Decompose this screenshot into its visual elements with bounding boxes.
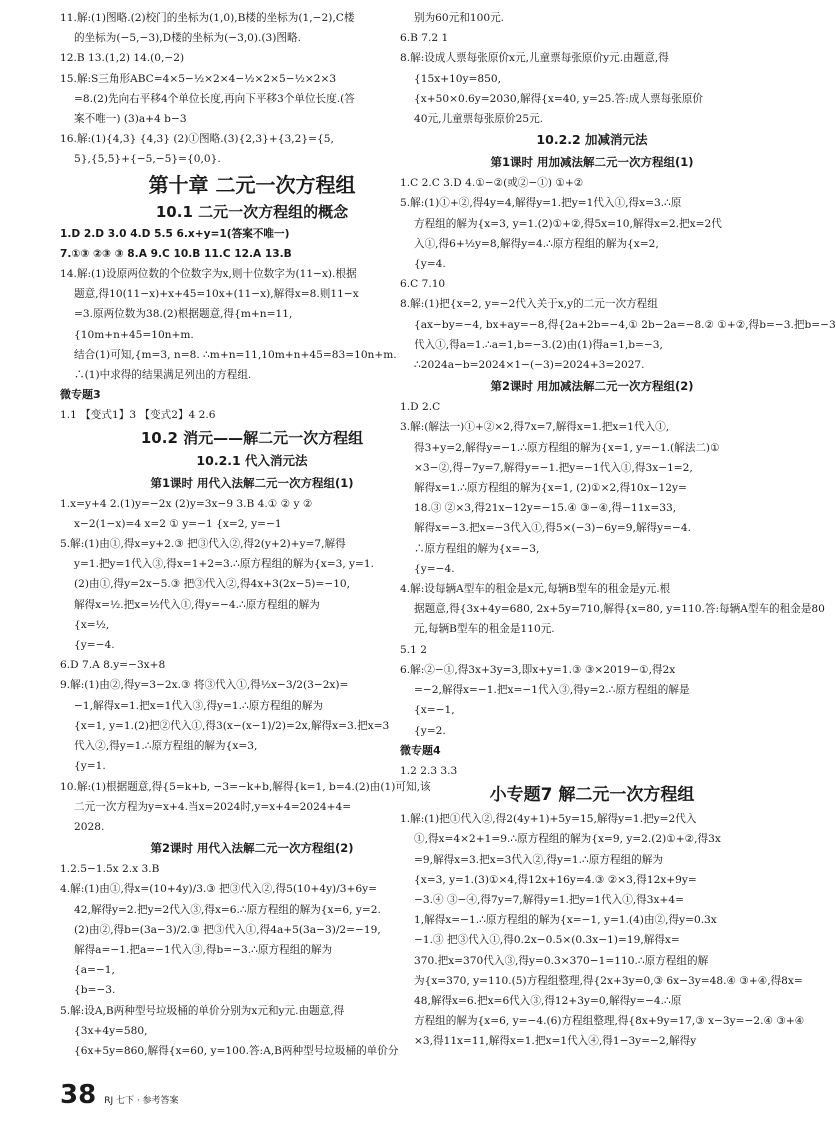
answer-line: 代入②,得y=1.∴原方程组的解为{x=3, (74, 740, 258, 753)
answer-line: 元,每辆B型车的租金是110元. (414, 623, 555, 636)
answer-line: 二元一次方程为y=x+4.当x=2024时,y=x+4=2024+4= (74, 800, 352, 813)
answer-line: {6x+5y=860,解得{x=60, y=100.答:A,B两种型号垃圾桶的单价分 (74, 1044, 399, 1057)
left-column (60, 8, 444, 1061)
answer-line: 3.解:(解法一)①+②×2,得7x=7,解得x=1.把x=1代入①, (400, 421, 670, 434)
page-footer (60, 1076, 179, 1110)
answer-line: =8.(2)先向右平移4个单位长度,再向下平移3个单位长度.(答 (74, 92, 355, 105)
answer-line: 方程组的解为{x=3, y=1.(2)①+②,得5x=10,解得x=2.把x=2代 (414, 217, 722, 230)
answer-line: 16.解:(1){4,3} {4,3} (2)①图略.(3){2,3}+{3,2}={5, (60, 133, 334, 146)
answer-line: {x=½, (74, 618, 110, 631)
answer-line: 42,解得y=2.把y=2代入③,得x=6.∴原方程组的解为{x=6, y=2. (74, 903, 381, 916)
answer-line: 题意,得10(11−x)+x+45=10x+(11−x),解得x=8.则11−x (74, 288, 359, 301)
answer-line: 代入①,得a=1.∴a=1,b=−3.(2)由(1)得a=1,b=−3, (414, 338, 663, 351)
answer-line: 40元,儿童票每张原价25元. (414, 113, 544, 126)
footer-note: RJ 七下 · 参考答案 (104, 1096, 179, 1106)
answer-line: 别为60元和100元. (414, 12, 505, 24)
page-number: 38 (60, 1080, 97, 1110)
answer-line: {x=−1, (414, 704, 455, 717)
answer-line: x−2(1−x)=4 x=2 ① y=−1 {x=2, y=−1 (74, 517, 282, 530)
answer-line: 1.解:(1)把①代入②,得2(4y+1)+5y=15,解得y=1.把y=2代入 (400, 813, 697, 826)
answer-line: 解得x=1.∴原方程组的解为{x=1, (2)①×2,得10x−12y= (414, 482, 687, 495)
answer-line: −1.③ 把③代入①,得0.2x−0.5×(0.3x−1)=19,解得x= (414, 934, 680, 947)
answer-line: ×3,得11x=11,解得x=1.把x=1代入④,得1−3y=−2,解得y (414, 1035, 697, 1048)
answer-line: 4.解:设每辆A型车的租金是x元,每辆B型车的租金是y元.根 (400, 583, 671, 596)
answer-line: 370.把x=370代入③,得y=0.3×370−1=110.∴原方程组的解 (414, 954, 709, 967)
answer-line: 5},{5,5}+{−5,−5}={0,0}. (74, 153, 221, 166)
answer-line: 解得a=−1.把a=−1代入③,得b=−3.∴原方程组的解为 (74, 943, 333, 956)
answer-line: {x+50×0.6y=2030,解得{x=40, y=25.答:成人票每张原价 (414, 92, 704, 105)
right-column (400, 8, 836, 1052)
subsection-title: 10.2.2 加减消元法 (536, 132, 648, 148)
answer-line: {15x+10y=850, (414, 72, 502, 85)
subsection-title: 10.2.1 代入消元法 (196, 452, 308, 468)
answer-line: 9.解:(1)由②,得y=3−2x.③ 将③代入①,得½x−3/2(3−2x)= (60, 679, 349, 692)
lesson-title: 第1课时 用代入法解二元一次方程组(1) (150, 475, 354, 490)
answer-line: {3x+4y=580, (74, 1024, 148, 1037)
section-title: 10.2 消元——解二元一次方程组 (140, 428, 364, 447)
answer-line: 4.解:(1)由①,得x=(10+4y)/3.③ 把③代入②,得5(10+4y)/3+6y= (60, 883, 377, 896)
answer-line: 据题意,得{3x+4y=680, 2x+5y=710,解得{x=80, y=110.答:每辆A型车的租金是80 (414, 603, 825, 616)
answer-line: ①,得x=4×2+1=9.∴原方程组的解为{x=9, y=2.(2)①+②,得3x (414, 833, 721, 846)
answer-line: 结合(1)可知,{m=3, n=8. ∴m+n=11,10m+n+45=83=10n+m. (74, 348, 397, 361)
answer-line: −1,解得x=1.把x=1代入③,得y=1.∴原方程组的解为 (74, 699, 323, 712)
answer-line: 1.2 2.3 3.3 (400, 764, 458, 777)
micro-topic-label: 微专题4 (400, 743, 441, 757)
answer-line: 5.解:(1)由①,得x=y+2.③ 把③代入②,得2(y+2)+y=7,解得 (60, 538, 346, 551)
answer-line: =9,解得x=3.把x=3代入②,得y=1.∴原方程组的解为 (414, 853, 663, 866)
answer-line: 1,解得x=−1.∴原方程组的解为{x=−1, y=1.(4)由②,得y=0.3x (414, 914, 717, 927)
answer-line: (2)由①,得y=2x−5.③ 把③代入②,得4x+3(2x−5)=−10, (74, 578, 351, 591)
answer-line: y=1.把y=1代入③,得x=1+2=3.∴原方程组的解为{x=3, y=1. (74, 558, 375, 571)
answer-line: {y=2. (414, 724, 446, 737)
answer-line: {a=−1, (74, 964, 115, 977)
answer-line: 1.2.5−1.5x 2.x 3.B (60, 863, 160, 876)
chapter-title: 第十章 二元一次方程组 (148, 172, 356, 197)
answer-line: 10.解:(1)根据题意,得{5=k+b, −3=−k+b,解得{k=1, b=4.(2)由(1)可知,该 (60, 780, 431, 793)
answer-line: 7.①③ ②③ ③ 8.A 9.C 10.B 11.C 12.A 13.B (60, 247, 292, 260)
answer-line: 15.解:S三角形ABC=4×5−½×2×4−½×2×5−½×2×3 (60, 72, 337, 85)
answer-line: 8.解:(1)把{x=2, y=−2代入关于x,y的二元一次方程组 (400, 298, 658, 311)
answer-line: (2)由②,得b=(3a−3)/2.③ 把③代入①,得4a+5(3a−3)/2=−19, (74, 923, 381, 936)
answer-line: 5.解:设A,B两种型号垃圾桶的单价分别为x元和y元.由题意,得 (60, 1004, 345, 1017)
answer-line: 11.解:(1)图略.(2)校门的坐标为(1,0),B楼的坐标为(1,−2),C楼 (60, 12, 355, 24)
answer-line: 得3+y=2,解得y=−1.∴原方程组的解为{x=1, y=−1.(解法二)① (414, 441, 720, 454)
answer-line: ∴原方程组的解为{x=−3, (414, 542, 540, 555)
lesson-title: 第1课时 用加减法解二元一次方程组(1) (490, 155, 694, 170)
answer-line: 8.解:设成人票每张原价x元,儿童票每张原价y元.由题意,得 (400, 52, 669, 65)
answer-line: 6.解:②−①,得3x+3y=3,即x+y=1.③ ③×2019−①,得2x (400, 663, 676, 676)
answer-line: 案不唯一) (3)a+4 b−3 (74, 113, 187, 126)
answer-line: ∴(1)中求得的结果满足列出的方程组. (74, 369, 252, 382)
topic-title: 小专题7 解二元一次方程组 (489, 785, 695, 806)
answer-line: 6.C 7.10 (400, 278, 446, 291)
answer-line: 解得x=−3.把x=−3代入①,得5×(−3)−6y=9,解得y=−4. (414, 522, 691, 535)
answer-line: 2028. (74, 820, 105, 833)
answer-line: 1.x=y+4 2.(1)y=−2x (2)y=3x−9 3.B 4.① ② y ② (60, 497, 313, 510)
answer-line: 14.解:(1)设原两位数的个位数字为x,则十位数字为(11−x).根据 (60, 268, 357, 281)
answer-line: =3.原两位数为38.(2)根据题意,得{m+n=11, (74, 308, 293, 321)
answer-line: 5.1 2 (400, 643, 427, 656)
answer-line: {y=−4. (414, 562, 455, 575)
answer-line: 1.D 2.D 3.0 4.D 5.5 6.x+y=1(答案不唯一) (60, 227, 290, 240)
answer-line: {b=−3. (74, 984, 116, 997)
answer-line: 48,解得x=6.把x=6代入③,得12+3y=0,解得y=−4.∴原 (414, 994, 682, 1007)
lesson-title: 第2课时 用代入法解二元一次方程组(2) (150, 841, 354, 856)
answer-line: {y=−4. (74, 639, 115, 652)
answer-line: {y=4. (414, 258, 446, 271)
answer-line: 1.C 2.C 3.D 4.①−②(或②−①) ①+② (400, 177, 584, 190)
lesson-title: 第2课时 用加减法解二元一次方程组(2) (490, 379, 694, 394)
answer-line: 的坐标为(−5,−3),D楼的坐标为(−3,0).(3)图略. (74, 32, 301, 45)
answer-line: 6.D 7.A 8.y=−3x+8 (60, 659, 166, 672)
answer-line: −3.④ ③−④,得7y=7,解得y=1.把y=1代入①,得3x+4= (414, 893, 684, 906)
answer-line: 解得x=½.把x=½代入①,得y=−4.∴原方程组的解为 (74, 598, 320, 611)
micro-topic-label: 微专题3 (60, 388, 101, 402)
answer-line: {x=1, y=1.(2)把②代入①,得3(x−(x−1)/2)=2x,解得x=3.把x=3 (74, 719, 390, 732)
answer-line: =−2,解得x=−1.把x=−1代入③,得y=2.∴原方程组的解是 (414, 684, 690, 697)
answer-line: {x=3, y=1.(3)①×4,得12x+16y=4.③ ②×3,得12x+9y= (414, 873, 697, 886)
answer-line: 12.B 13.(1,2) 14.(0,−2) (60, 52, 185, 65)
answer-line: {10m+n+45=10n+m. (74, 328, 194, 341)
answer-line: 18.③ ②×3,得21x−12y=−15.④ ③−④,得−11x=33, (414, 502, 677, 515)
answer-line: 方程组的解为{x=6, y=−4.(6)方程组整理,得{8x+9y=17,③ x−3y=−2.④ ③+④ (414, 1015, 805, 1028)
answer-line: 为{x=370, y=110.(5)方程组整理,得{2x+3y=0,③ 6x−3y=48.④ ③+④,得8x= (414, 974, 803, 987)
section-title: 10.1 二元一次方程组的概念 (155, 202, 349, 221)
answer-line: ×3−②,得−7y=7,解得y=−1.把y=−1代入①,得3x−1=2, (414, 461, 693, 474)
answer-line: {ax−by=−4, bx+ay=−8,得{2a+2b=−4,① 2b−2a=−8.② ①+②,得b=−3.把b=−3 (414, 318, 836, 331)
answer-line: 1.1 【变式1】3 【变式2】4 2.6 (60, 409, 216, 422)
answer-line: 1.D 2.C (400, 401, 441, 414)
answer-line: {y=1. (74, 760, 106, 773)
answer-line: 6.B 7.2 1 (400, 32, 449, 45)
answer-line: 5.解:(1)①+②,得4y=4,解得y=1.把y=1代入①,得x=3.∴原 (400, 197, 682, 210)
answer-line: 入①,得6+½y=8,解得y=4.∴原方程组的解为{x=2, (414, 237, 659, 250)
answer-line: ∴2024a−b=2024×1−(−3)=2024+3=2027. (414, 359, 645, 372)
